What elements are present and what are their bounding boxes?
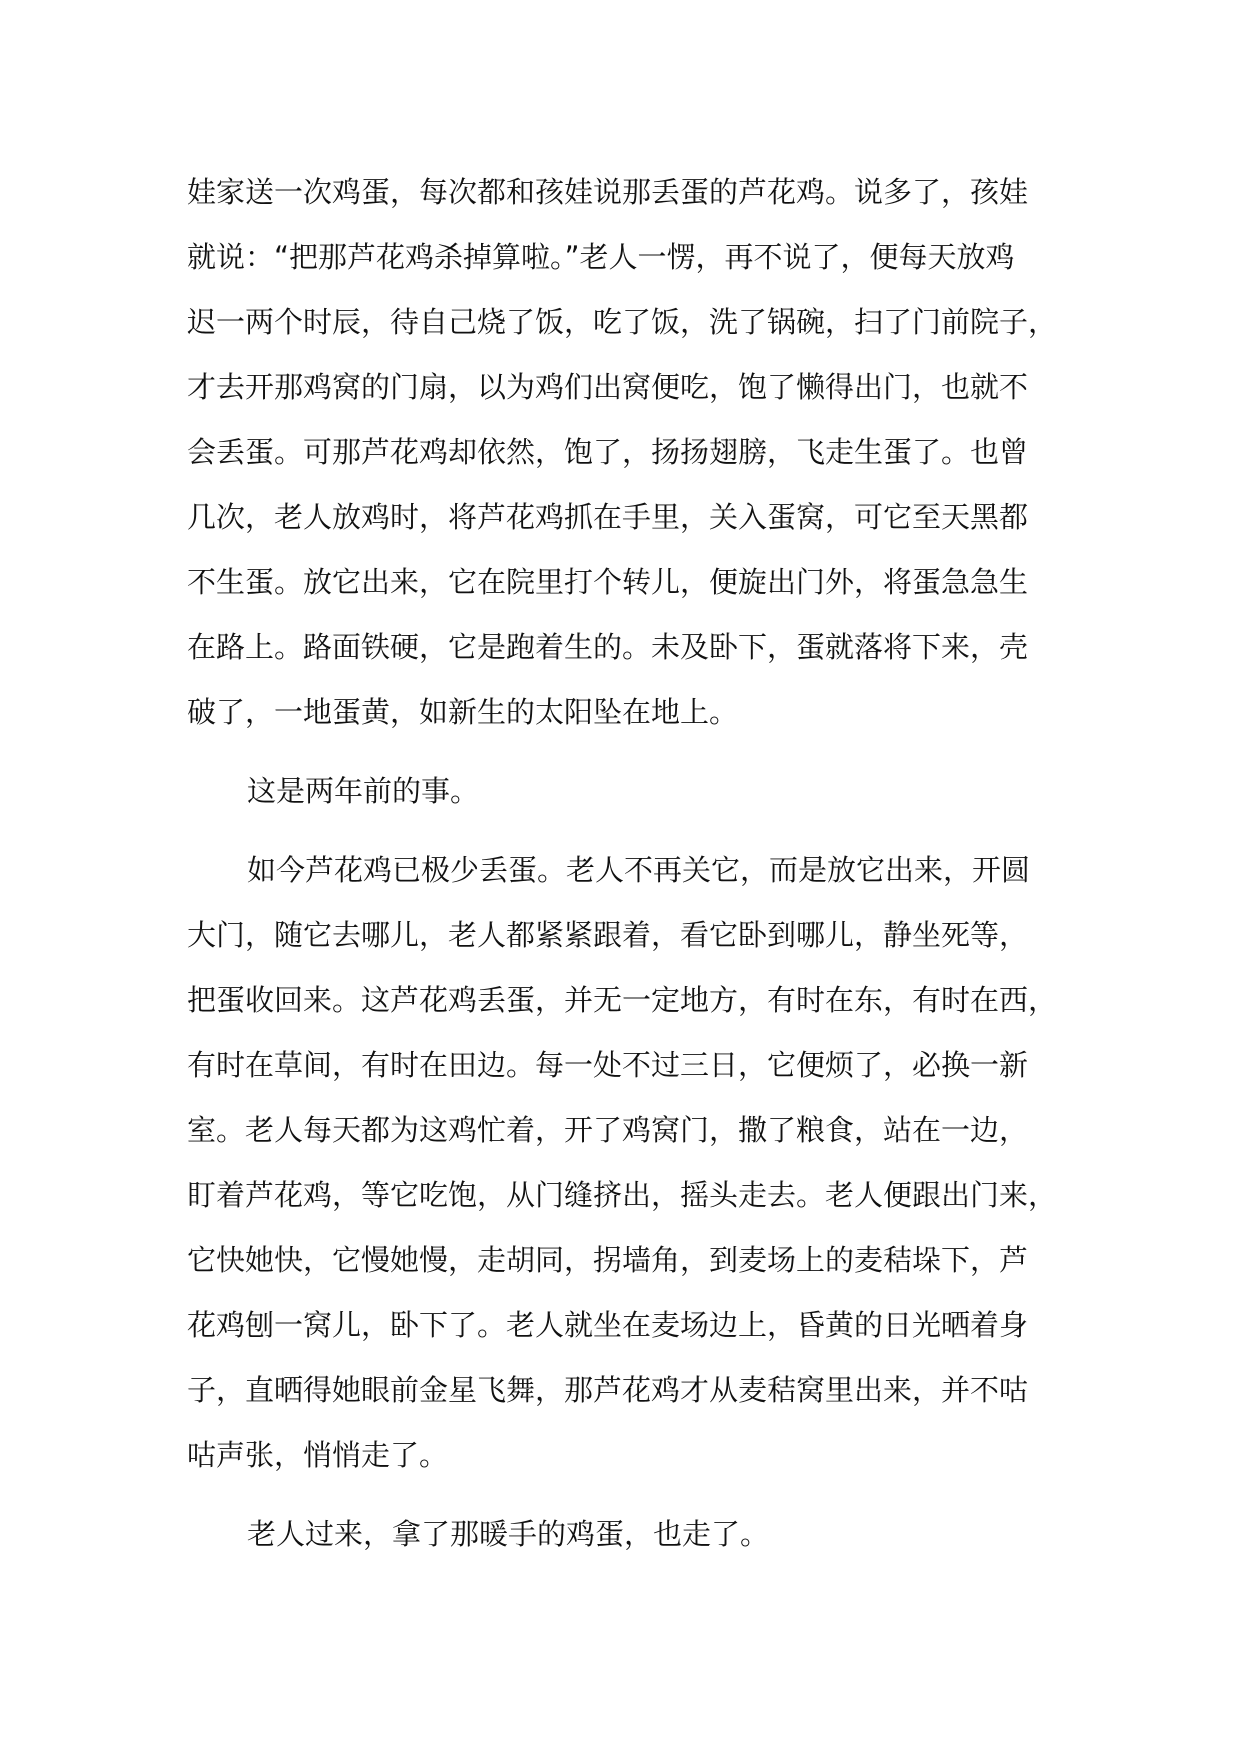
text-line: 室。老人每天都为这鸡忙着，开了鸡窝门，撒了粮食，站在一边， <box>187 1113 1029 1147</box>
text-line: 把蛋收回来。这芦花鸡丢蛋，并无一定地方，有时在东，有时在西， <box>187 983 1058 1017</box>
text-line: 它快她快，它慢她慢，走胡同，拐墙角，到麦场上的麦秸垛下，芦 <box>187 1243 1029 1277</box>
text-line: 几次，老人放鸡时，将芦花鸡抓在手里，关入蛋窝，可它至天黑都 <box>187 500 1029 534</box>
paragraph-3-continued <box>187 903 1087 1488</box>
text-line: 花鸡刨一窝儿，卧下了。老人就坐在麦场边上，昏黄的日光晒着身 <box>187 1308 1029 1342</box>
text-line: 迟一两个时辰，待自己烧了饭，吃了饭，洗了锅碗，扫了门前院子， <box>187 305 1058 339</box>
text-line: 咕声张，悄悄走了。 <box>187 1438 449 1472</box>
paragraph-2 <box>187 759 1087 824</box>
text-line: 就说：“把那芦花鸡杀掉算啦。”老人一愣，再不说了，便每天放鸡 <box>187 240 1015 274</box>
text-line: 大门，随它去哪儿，老人都紧紧跟着，看它卧到哪儿，静坐死等， <box>187 918 1029 952</box>
text-line: 不生蛋。放它出来，它在院里打个转儿，便旋出门外，将蛋急急生 <box>187 565 1029 599</box>
paragraph-3 <box>187 838 1087 903</box>
paragraph-4 <box>187 1502 1087 1567</box>
paragraph-1 <box>187 160 1087 745</box>
text-line: 娃家送一次鸡蛋，每次都和孩娃说那丢蛋的芦花鸡。说多了，孩娃 <box>187 175 1029 209</box>
document-body <box>187 160 1087 1567</box>
text-line: 子，直晒得她眼前金星飞舞，那芦花鸡才从麦秸窝里出来，并不咕 <box>187 1373 1029 1407</box>
text-line: 才去开那鸡窝的门扇，以为鸡们出窝便吃，饱了懒得出门，也就不 <box>187 370 1029 404</box>
text-line: 老人过来，拿了那暖手的鸡蛋，也走了。 <box>247 1517 770 1551</box>
text-line: 在路上。路面铁硬，它是跑着生的。未及卧下，蛋就落将下来，壳 <box>187 630 1029 664</box>
text-line: 有时在草间，有时在田边。每一处不过三日，它便烦了，必换一新 <box>187 1048 1029 1082</box>
text-line: 这是两年前的事。 <box>247 774 480 808</box>
text-line: 盯着芦花鸡，等它吃饱，从门缝挤出，摇头走去。老人便跟出门来， <box>187 1178 1058 1212</box>
text-line: 如今芦花鸡已极少丢蛋。老人不再关它，而是放它出来，开圆 <box>247 853 1031 887</box>
text-line: 会丢蛋。可那芦花鸡却依然，饱了，扬扬翅膀，飞走生蛋了。也曾 <box>187 435 1029 469</box>
text-line: 破了，一地蛋黄，如新生的太阳坠在地上。 <box>187 695 739 729</box>
